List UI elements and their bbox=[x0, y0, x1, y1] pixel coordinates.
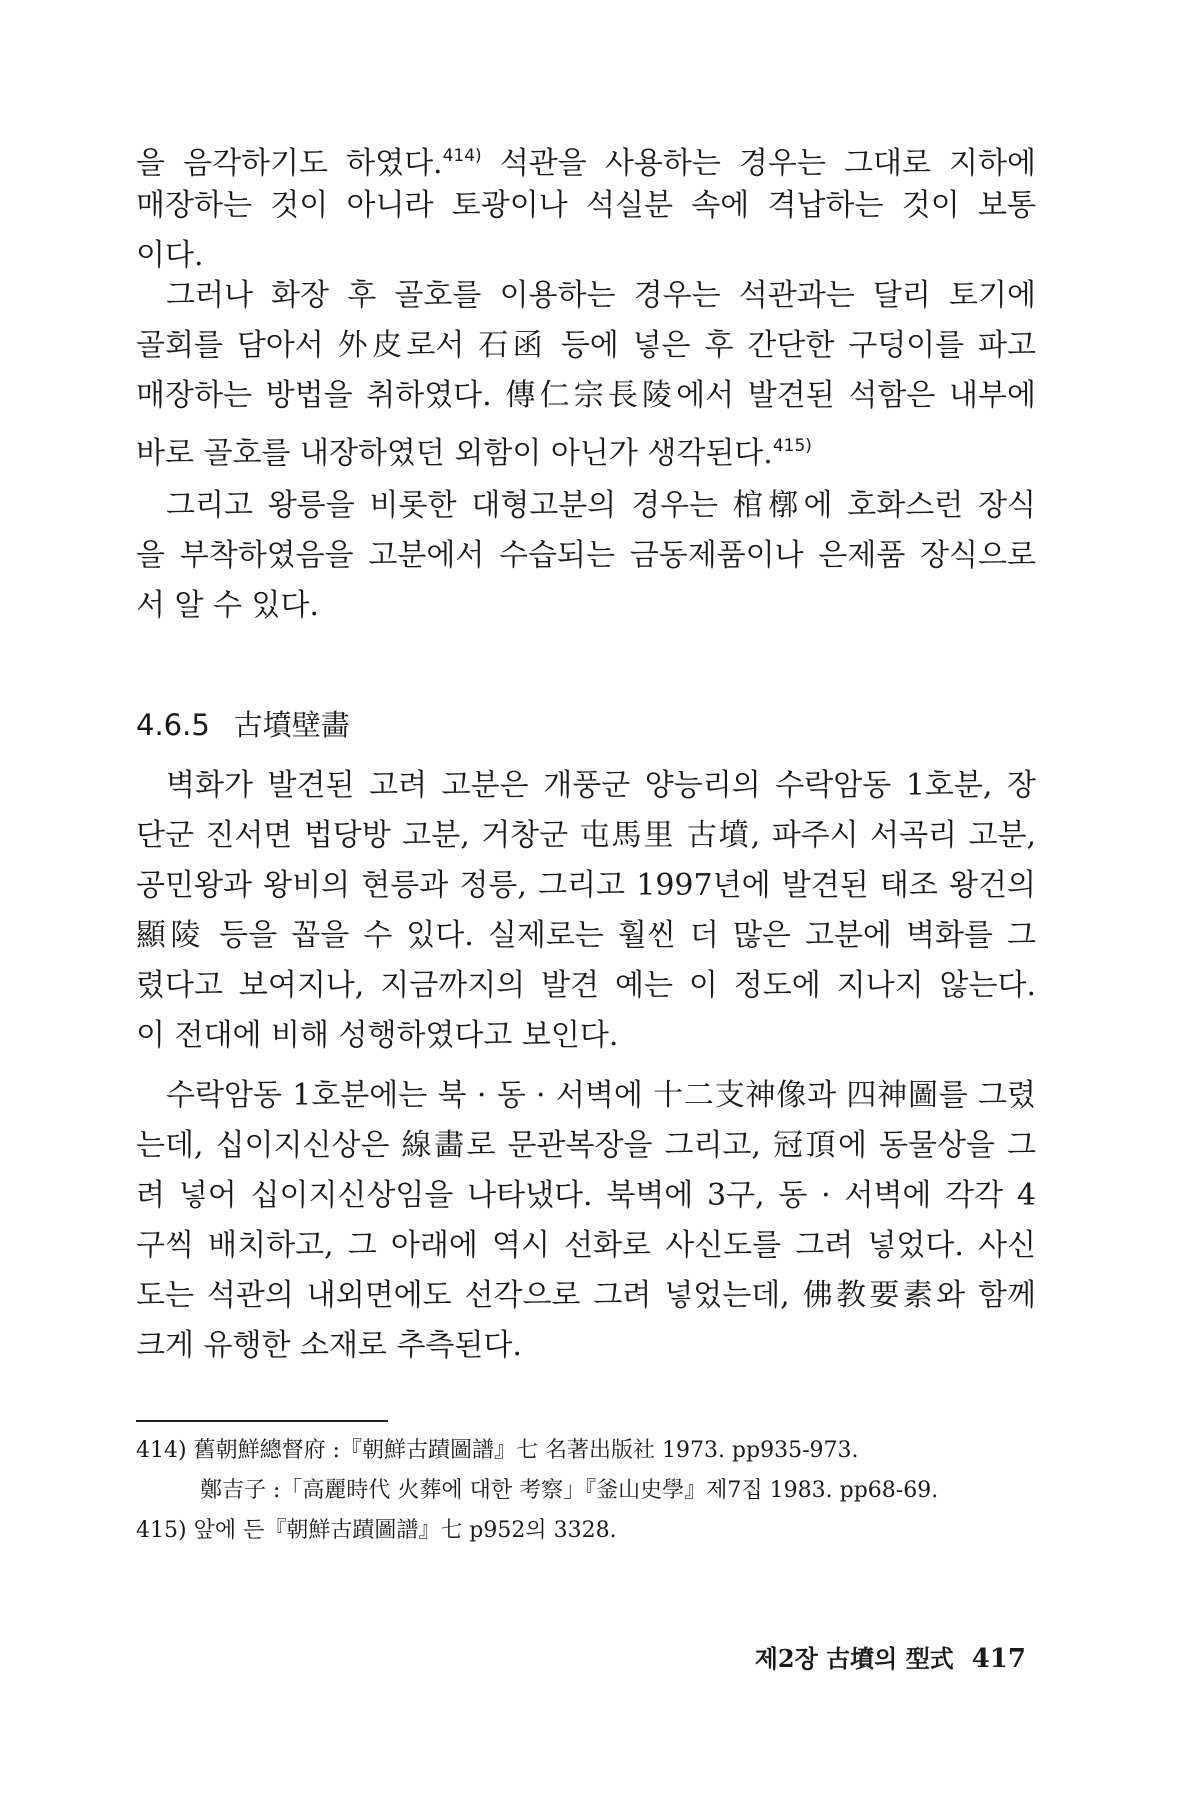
body-line bbox=[136, 136, 1036, 184]
footnote-divider bbox=[136, 1420, 388, 1422]
body-line: 매장하는 것이 아니라 토광이나 석실분 속에 격납하는 것이 보통 bbox=[136, 188, 1036, 223]
body-line: 는데, 십이지신상은 線畵로 문관복장을 그리고, 冠頂에 동물상을 그 bbox=[136, 1128, 1036, 1163]
body-line: 顯陵 등을 꼽을 수 있다. 실제로는 훨씬 더 많은 고분에 벽화를 그 bbox=[136, 918, 1036, 953]
body-line: 단군 진서면 법당방 고분, 거창군 屯馬里 古墳, 파주시 서곡리 고분, bbox=[136, 818, 1036, 853]
footnote-ref-415: 415) bbox=[772, 436, 812, 456]
footnote-414: 414) 舊朝鮮總督府 :『朝鮮古蹟圖譜』七 名著出版社 1973. pp935-973. bbox=[136, 1438, 859, 1463]
section-heading bbox=[136, 705, 350, 745]
body-line: 매장하는 방법을 취하였다. 傳仁宗長陵에서 발견된 석함은 내부에 bbox=[136, 378, 1036, 413]
body-line: 을 부착하였음을 고분에서 수습되는 금동제품이나 은제품 장식으로 bbox=[136, 538, 1036, 573]
footnote-ref-414: 414) bbox=[442, 146, 482, 166]
body-line: 도는 석관의 내외면에도 선각으로 그려 넣었는데, 佛教要素와 함께 bbox=[136, 1278, 1037, 1313]
body-line: 렸다고 보여지나, 지금까지의 발견 예는 이 정도에 지나지 않는다. bbox=[136, 968, 1036, 1003]
body-line: 려 넣어 십이지신상임을 나타냈다. 북벽에 3구, 동 · 서벽에 각각 4 bbox=[136, 1178, 1036, 1213]
body-line: 이다. bbox=[136, 238, 204, 273]
running-footer bbox=[755, 1643, 1026, 1675]
body-line: 서 알 수 있다. bbox=[136, 588, 320, 623]
body-line: 골회를 담아서 外皮로서 石函 등에 넣은 후 간단한 구덩이를 파고 bbox=[136, 328, 1036, 363]
body-line: 공민왕과 왕비의 현릉과 정릉, 그리고 1997년에 발견된 태조 왕건의 bbox=[136, 868, 1036, 903]
chapter-title: 제2장 古墳의 型式 bbox=[754, 1644, 954, 1673]
body-line: 그러나 화장 후 골호를 이용하는 경우는 석관과는 달리 토기에 bbox=[166, 278, 1036, 313]
body-line: 그리고 왕릉을 비롯한 대형고분의 경우는 棺槨에 호화스런 장식 bbox=[166, 488, 1036, 523]
body-text: 바로 골호를 내장하였던 외함이 아닌가 생각된다. bbox=[136, 436, 773, 471]
footnote-415: 415) 앞에 든『朝鮮古蹟圖譜』七 p952의 3328. bbox=[136, 1518, 617, 1543]
body-text: 석관을 사용하는 경우는 그대로 지하에 bbox=[481, 146, 1036, 181]
footnote-414-continued: 鄭吉子 :「高麗時代 火葬에 대한 考察」『釜山史學』제7집 1983. pp68-69. bbox=[200, 1478, 939, 1503]
section-number: 4.6.5 bbox=[136, 708, 210, 742]
body-line: 수락암동 1호분에는 북 · 동 · 서벽에 十二支神像과 四神圖를 그렸 bbox=[166, 1078, 1036, 1113]
page-number: 417 bbox=[971, 1644, 1026, 1674]
body-line: 크게 유행한 소재로 추측된다. bbox=[136, 1328, 522, 1363]
body-line: 이 전대에 비해 성행하였다고 보인다. bbox=[136, 1018, 619, 1053]
body-line bbox=[136, 426, 1036, 474]
body-line: 벽화가 발견된 고려 고분은 개풍군 양능리의 수락암동 1호분, 장 bbox=[166, 768, 1036, 803]
section-title: 古墳壁畵 bbox=[233, 708, 350, 742]
body-text: 을 음각하기도 하였다. bbox=[136, 146, 443, 181]
body-line: 구씩 배치하고, 그 아래에 역시 선화로 사신도를 그려 넣었다. 사신 bbox=[136, 1228, 1036, 1263]
